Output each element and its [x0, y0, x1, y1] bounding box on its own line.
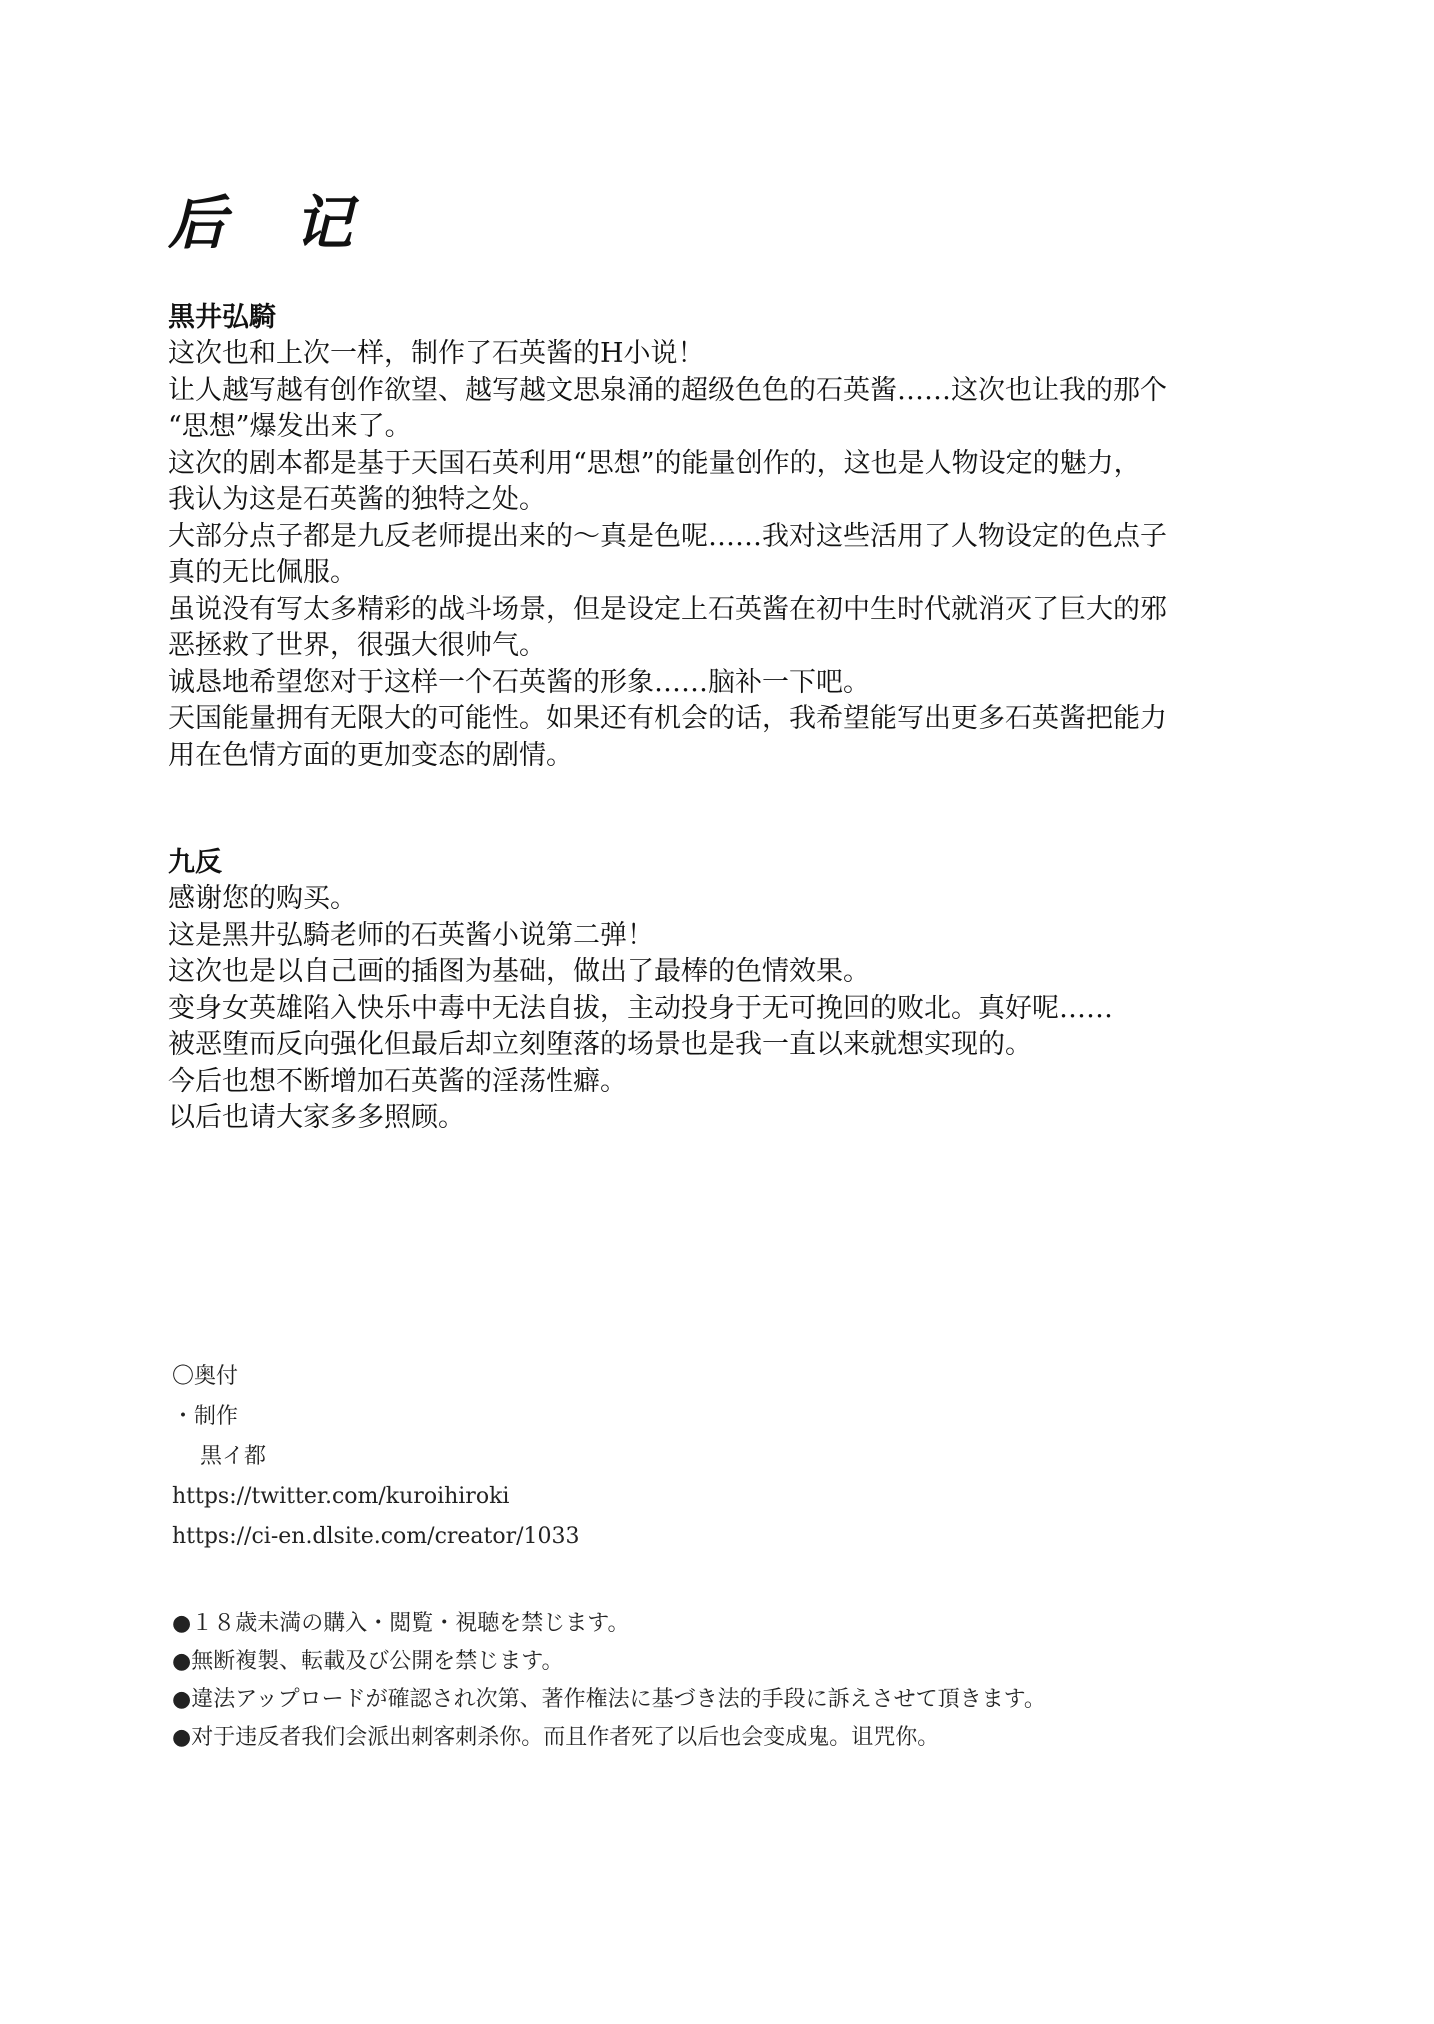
paragraph-line: 诚恳地希望您对于这样一个石英酱的形象……脑补一下吧。 — [168, 666, 870, 698]
paragraph-line: 这次的剧本都是基于天国石英利用“思想”的能量创作的，这也是人物设定的魅力， — [168, 447, 1141, 479]
paragraph-line: 感谢您的购买。 — [168, 883, 357, 914]
paragraph-line: 这是黑井弘騎老师的石英酱小说第二弹！ — [168, 919, 654, 951]
page-title: 后 记 — [168, 189, 377, 257]
paragraph-line: 这次也和上次一样，制作了石英酱的H小说！ — [168, 338, 705, 369]
legal-notices — [172, 1605, 1322, 1757]
paragraph-line: 用在色情方面的更加变态的剧情。 — [168, 739, 573, 771]
notice-line: ●無断複製、転載及び公開を禁じます。 — [172, 1649, 564, 1674]
paragraph-line: 被恶堕而反向强化但最后却立刻堕落的场景也是我一直以来就想实现的。 — [168, 1029, 1032, 1060]
paragraph-line: “思想”爆发出来了。 — [168, 411, 412, 442]
cien-link[interactable]: https://ci-en.dlsite.com/creator/1033 — [172, 1524, 580, 1549]
paragraph-line: 变身女英雄陷入快乐中毒中无法自拔，主动投身于无可挽回的败北。真好呢…… — [168, 992, 1113, 1024]
paragraph-line: 我认为这是石英酱的独特之处。 — [168, 484, 546, 515]
notice-line: ●１８歳未満の購入・閲覧・視聴を禁じます。 — [172, 1611, 630, 1636]
afterword-section-kuhan — [168, 845, 1288, 1137]
notice-line: ●違法アップロードが確認され次第、著作権法に基づき法的手段に訴えさせて頂きます。 — [172, 1687, 1046, 1712]
author-name: 黒井弘騎 — [168, 302, 276, 333]
colophon — [172, 1357, 1172, 1557]
twitter-link[interactable]: https://twitter.com/kuroihiroki — [172, 1484, 510, 1509]
paragraph-line: 今后也想不断增加石英酱的淫荡性癖。 — [168, 1065, 627, 1097]
paragraph-line: 这次也是以自己画的插图为基础，做出了最棒的色情效果。 — [168, 956, 870, 987]
paragraph-line: 以后也请大家多多照顾。 — [168, 1102, 465, 1133]
paragraph-line: 恶拯救了世界，很强大很帅气。 — [168, 630, 546, 661]
paragraph-line: 大部分点子都是九反老师提出来的～真是色呢……我对这些活用了人物设定的色点子 — [168, 520, 1167, 552]
circle-name: 黒イ都 — [200, 1444, 267, 1469]
production-label: ・制作 — [172, 1404, 239, 1429]
paragraph-line: 真的无比佩服。 — [168, 557, 357, 588]
afterword-section-kuroi — [168, 300, 1288, 774]
author-name: 九反 — [168, 847, 222, 878]
paragraph-line: 天国能量拥有无限大的可能性。如果还有机会的话，我希望能写出更多石英酱把能力 — [168, 703, 1167, 734]
paragraph-line: 虽说没有写太多精彩的战斗场景，但是设定上石英酱在初中生时代就消灭了巨大的邪 — [168, 593, 1167, 625]
paragraph-line: 让人越写越有创作欲望、越写越文思泉涌的超级色色的石英酱……这次也让我的那个 — [168, 374, 1167, 406]
notice-line: ●对于违反者我们会派出刺客刺杀你。而且作者死了以后也会变成鬼。诅咒你。 — [172, 1725, 940, 1750]
colophon-heading: 〇奥付 — [172, 1364, 239, 1389]
